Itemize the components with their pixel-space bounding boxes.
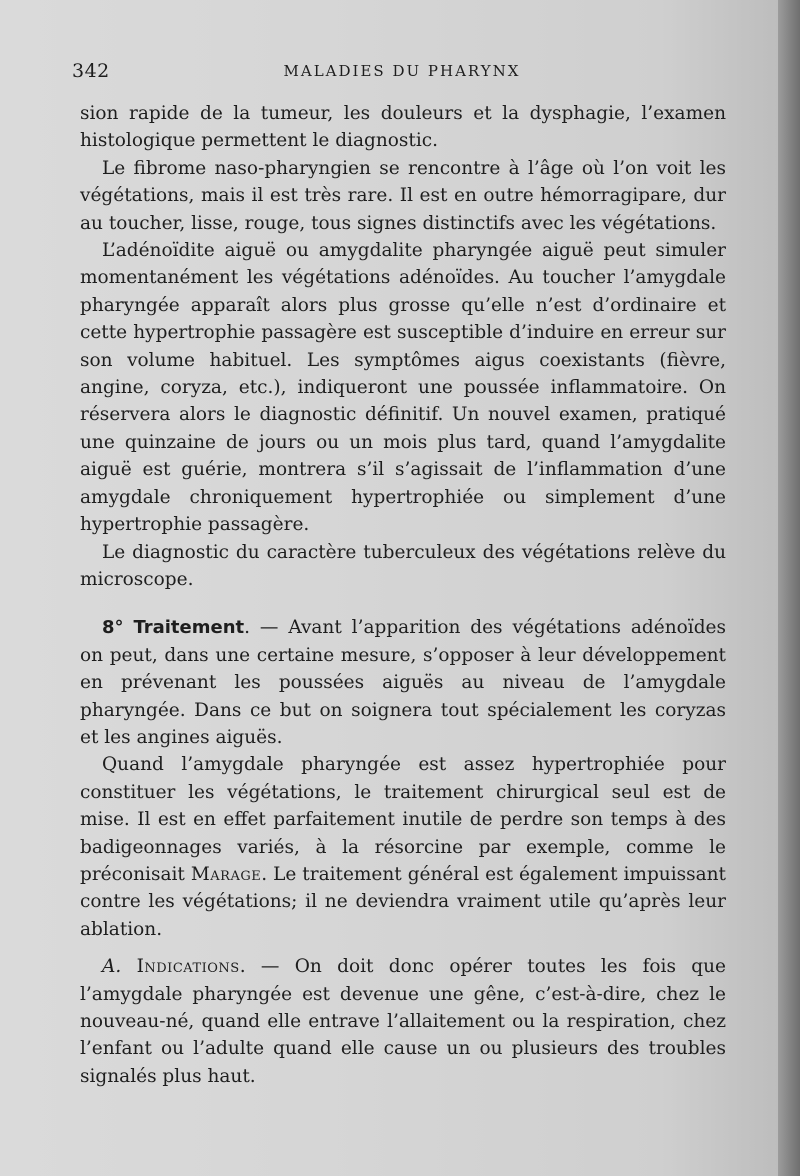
- subsection-text: On doit donc opérer toutes les fois que l’amygdale pharyngée est devenue une gêne, c’est-à-dire, chez le nouveau-né, quand elle entrave l’allaitement ou la respiration, chez l’enfant ou l’adulte quand elle cause un ou plusieurs des troubles signalés plus haut.: [80, 956, 726, 1087]
- paragraph-fibrome: Le fibrome naso-pharyngien se rencontre à l’âge où l’on voit les végétations, mais il est très rare. Il est en outre hémorragipare, dur au toucher, lisse, rouge, tous signes distinctifs avec les végétations.: [80, 157, 726, 234]
- page-body: [80, 100, 726, 1090]
- author-name: Marage: [190, 863, 262, 885]
- subsection-separator: . —: [239, 956, 295, 978]
- section-title: Traitement: [133, 617, 245, 639]
- paragraph-text-before: Quand l’amygdale pharyngée est assez hypertrophiée pour constituer les végétations, le traitement chirurgical seul est de mise. Il est en effet parfaitement inutile de perdre son temps à des badigeonnages variés, à la résorcine par exemple, comme le préconisait: [80, 754, 726, 885]
- paragraph-tuberculeux: Le diagnostic du caractère tuberculeux des végétations relève du microscope.: [80, 541, 726, 590]
- paragraph-continued: sion rapide de la tumeur, les douleurs et la dysphagie, l’examen histologique permettent le diagnostic.: [80, 103, 726, 152]
- page-number: 342: [72, 60, 110, 82]
- section-separator: . —: [244, 617, 289, 639]
- subsection-indications: [80, 953, 726, 1090]
- subsection-title: Indications: [136, 956, 240, 978]
- running-title: MALADIES DU PHARYNX: [283, 62, 521, 80]
- page-shadow-edge: [778, 0, 800, 1176]
- subsection-letter: A.: [102, 956, 122, 978]
- paragraph-traitement-chirurgical: [80, 751, 726, 943]
- section-traitement: [80, 614, 726, 751]
- paragraph-adenoidite: L’adénoïdite aiguë ou amygdalite pharyngée aiguë peut simuler momentanément les végétations adénoïdes. Au toucher l’amygdale pharyngée apparaît alors plus grosse qu’elle n’est d’ordinaire et cette hypertrophie passagère est susceptible d’induire en erreur sur son volume habituel. Les symptômes aigus coexistants (fièvre, angine, coryza, etc.), indiqueront une poussée inflammatoire. On réservera alors le diagnostic définitif. Un nouvel examen, pratiqué une quinzaine de jours ou un mois plus tard, quand l’amygdalite aiguë est guérie, montrera s’il s’agissait de l’inflammation d’une amygdale chroniquement hypertrophiée ou simplement d’une hypertrophie passagère.: [80, 240, 726, 536]
- page-header: [72, 58, 732, 88]
- section-text: Avant l’apparition des végétations adénoïdes on peut, dans une certaine mesure, s’opposer à leur développement en prévenant les poussées aiguës au niveau de l’amygdale pharyngée. Dans ce but on soignera tout spécialement les coryzas et les angines aiguës.: [80, 617, 726, 748]
- section-number: 8°: [102, 617, 124, 639]
- paragraph-text-after: . Le traitement général est également impuissant contre les végétations; il ne deviendra vraiment utile qu’après leur ablation.: [80, 863, 726, 940]
